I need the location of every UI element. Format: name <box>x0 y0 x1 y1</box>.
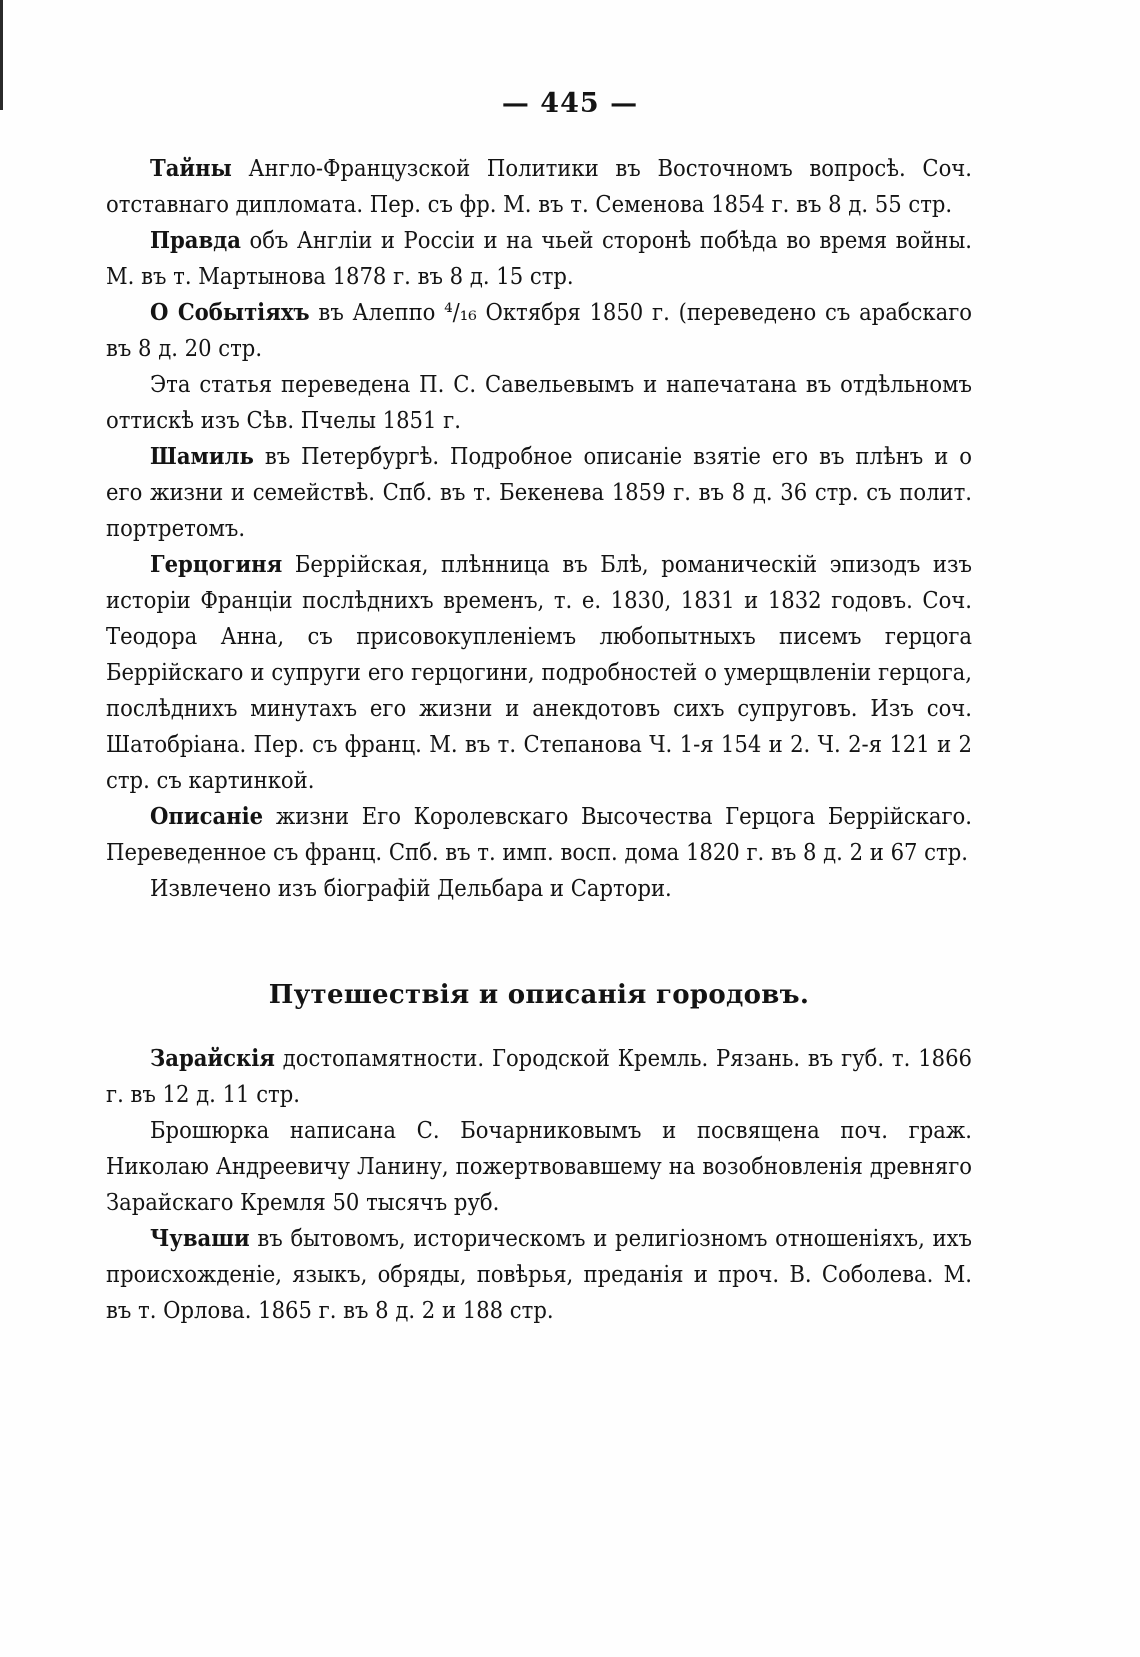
page-content <box>106 150 972 1328</box>
entry-text: въ Петербургѣ. Подробное описаніе взятіе его въ плѣнъ и о его жизни и семействѣ. Спб. въ т. Бекенева 1859 г. въ 8 д. 36 стр. съ полит. портретомъ. <box>106 442 972 542</box>
entry-note <box>106 366 972 438</box>
entry-keyword: Правда <box>150 226 241 254</box>
entry-keyword: Описаніе <box>150 802 264 830</box>
entry-keyword: Герцогиня <box>150 550 283 578</box>
entry <box>106 294 972 366</box>
entry <box>106 438 972 546</box>
entry-keyword: Тайны <box>150 154 232 182</box>
entry-text: объ Англіи и Россіи и на чьей сторонѣ побѣда во время войны. М. въ т. Мартынова 1878 г. въ 8 д. 15 стр. <box>106 226 972 290</box>
entry-text: Брошюрка написана С. Бочарниковымъ и посвящена поч. граж. Николаю Андреевичу Ланину, пожертвовавшему на возобновленія древняго Зарайскаго Кремля 50 тысячъ руб. <box>106 1116 972 1216</box>
entry <box>106 222 972 294</box>
entry-keyword: Зарайскія <box>150 1044 275 1072</box>
entry <box>106 798 972 870</box>
entry-keyword: Чуваши <box>150 1224 250 1252</box>
entry <box>106 546 972 798</box>
entry <box>106 1220 972 1328</box>
entry-text: въ бытовомъ, историческомъ и религіозномъ отношеніяхъ, ихъ происхожденіе, языкъ, обряды, повѣрья, преданія и проч. В. Соболева. М. въ т. Орлова. 1865 г. въ 8 д. 2 и 188 стр. <box>106 1224 972 1324</box>
entry-keyword: О Событіяхъ <box>150 298 310 326</box>
entry <box>106 150 972 222</box>
entries-top <box>106 150 972 906</box>
entry-text: достопамятности. Городской Кремль. Рязань. въ губ. т. 1866 г. въ 12 д. 11 стр. <box>106 1044 972 1108</box>
entry-keyword: Шамиль <box>150 442 254 470</box>
entry-text: въ Алеппо ⁴/₁₆ Октября 1850 г. (переведено съ арабскаго въ 8 д. 20 стр. <box>106 298 972 362</box>
entry-text: Беррійская, плѣнница въ Блѣ, романическій эпизодъ изъ исторіи Франціи послѣднихъ временъ, т. е. 1830, 1831 и 1832 годовъ. Соч. Теодора Анна, съ присовокупленіемъ любопытныхъ писемъ герцога Беррійскаго и супруги его герцогини, подробностей о умерщвленіи герцога, послѣднихъ минутахъ его жизни и анекдотовъ сихъ супруговъ. Изъ соч. Шатобріана. Пер. съ франц. М. въ т. Степанова Ч. 1-я 154 и 2. Ч. 2-я 121 и 2 стр. съ картинкой. <box>106 550 972 794</box>
section-heading: Путешествія и описанія городовъ. <box>268 980 810 1010</box>
entry-text: жизни Его Королевскаго Высочества Герцога Беррійскаго. Переведенное съ франц. Спб. въ т. имп. восп. дома 1820 г. въ 8 д. 2 и 67 стр. <box>106 802 972 866</box>
entries-bottom <box>106 1040 972 1328</box>
page-number: — 445 — <box>501 88 639 119</box>
entry-text: Извлечено изъ біографій Дельбара и Сартори. <box>150 874 672 902</box>
entry-text: Эта статья переведена П. С. Савельевымъ и напечатана въ отдѣльномъ оттискѣ изъ Сѣв. Пчелы 1851 г. <box>106 370 972 434</box>
entry <box>106 1040 972 1112</box>
entry-note <box>106 870 972 906</box>
entry-note <box>106 1112 972 1220</box>
entry-text: Англо-Французской Политики въ Восточномъ вопросѣ. Соч. отставнаго дипломата. Пер. съ фр. М. въ т. Семенова 1854 г. въ 8 д. 55 стр. <box>106 154 972 218</box>
